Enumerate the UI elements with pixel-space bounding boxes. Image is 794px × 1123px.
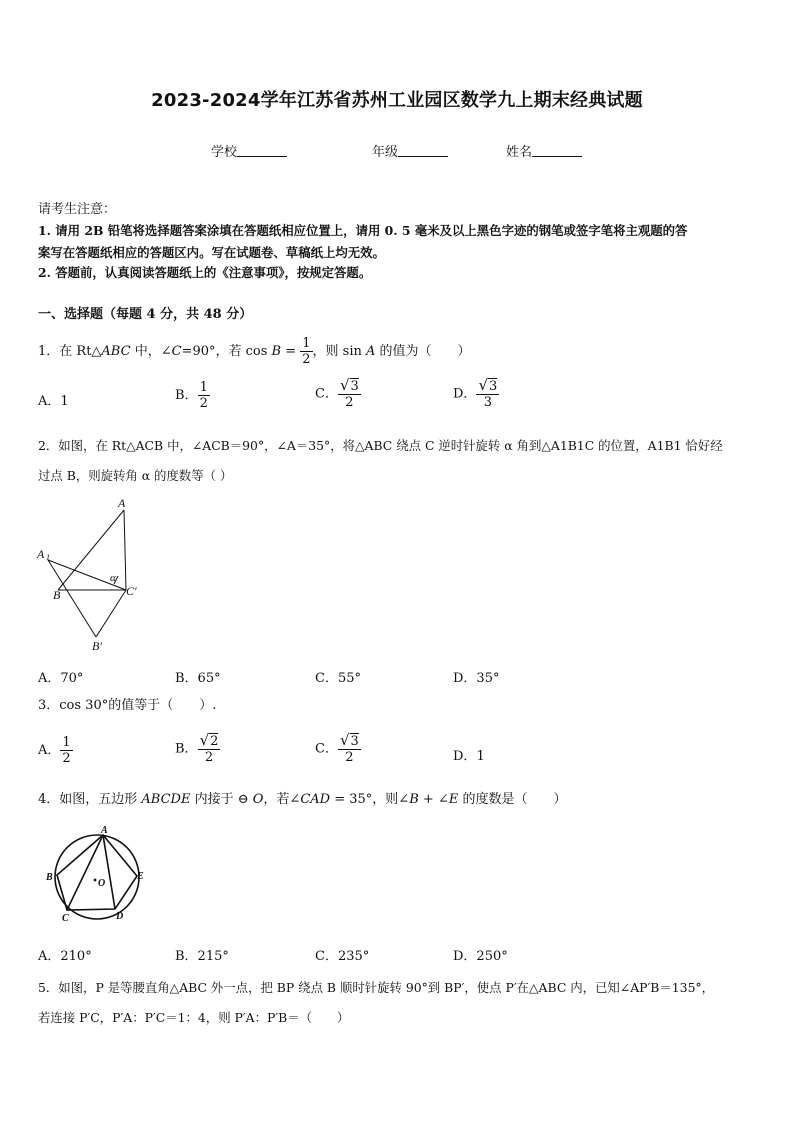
q2-label-A1: A: [37, 547, 45, 561]
q2-stem-line2: 过点 B，则旋转角 α 的度数等（ ）: [38, 468, 233, 483]
q4-line-AC: [67, 835, 106, 910]
q5-stem-line1: 5．如图，P 是等腰直角△ABC 外一点，把 BP 绕点 B 顺时针旋转 90°到 BP′，使点 P′在△ABC 内，已知∠AP′B＝135°，: [38, 980, 715, 995]
notice-line-1b: 案写在答题纸相应的答题区内。写在试题卷、草稿纸上均无效。: [38, 245, 385, 260]
school-blank[interactable]: [237, 144, 287, 157]
q2-option-d[interactable]: D．35°: [453, 671, 500, 686]
q3-option-c[interactable]: C． $\frac{√3}{2}$: [315, 731, 359, 765]
q2-label-Bprime: B′: [92, 639, 102, 653]
grade-blank[interactable]: [398, 144, 448, 157]
q4-label-B: B: [46, 872, 53, 883]
q2-option-b[interactable]: B．65°: [175, 671, 221, 686]
q2-option-c[interactable]: C．55°: [315, 671, 361, 686]
q4-label-D: D: [116, 911, 124, 922]
page-title: 2023-2024学年江苏省苏州工业园区数学九上期末经典试题: [151, 90, 643, 111]
q2-figure: [30, 492, 150, 654]
q4-center-dot: [94, 879, 97, 882]
name-label: 姓名: [506, 145, 533, 160]
q1-fraction: $\frac{1}{2}$: [302, 336, 311, 367]
q3-option-b[interactable]: B． $\frac{√2}{2}$: [175, 731, 219, 765]
q1-option-a[interactable]: A．1: [38, 394, 69, 409]
school-field: [211, 141, 287, 160]
q2-line-AC: [124, 510, 126, 590]
q2-line-B1C: [96, 590, 126, 637]
q4-option-c[interactable]: C．235°: [315, 949, 370, 964]
q1-option-b[interactable]: B． $\frac{1}{2}$: [175, 380, 208, 411]
q1-stem: 1．在 Rt△ABC 中，∠C=90°，若 cos B = $\frac{1}{2}$ ，则 sin A 的值为（ ）: [38, 336, 471, 367]
q4-label-A: A: [101, 825, 108, 836]
q4-option-d[interactable]: D．250°: [453, 949, 508, 964]
name-blank[interactable]: [532, 144, 582, 157]
grade-label: 年级: [372, 145, 399, 160]
q2-label-A: A: [118, 496, 126, 510]
q2-label-B: B: [53, 588, 61, 602]
q4-figure: [40, 822, 155, 924]
q2-label-alpha: α: [110, 572, 116, 584]
q2-label-A1-sub: 1: [46, 553, 50, 562]
section-heading: 一、选择题（每题 4 分，共 48 分）: [38, 307, 253, 322]
school-label: 学校: [211, 145, 238, 160]
notice-line-1a: 1. 请用 2B 铅笔将选择题答案涂填在答题纸相应位置上，请用 0. 5 毫米及以上黑色字迹的钢笔或签字笔将主观题的答: [38, 223, 688, 238]
q3-option-a[interactable]: A． $\frac{1}{2}$: [38, 735, 71, 766]
q1-option-d[interactable]: D． $\frac{√3}{3}$: [453, 376, 498, 410]
q2-stem-line1: 2．如图，在 Rt△ACB 中，∠ACB＝90°，∠A＝35°，将△ABC 绕点 C 逆时针旋转 α 角到△A1B1C 的位置，A1B1 恰好经: [38, 438, 723, 453]
q4-stem: 4．如图，五边形 ABCDE 内接于 ⊖ O，若∠CAD = 35°，则∠B + ∠E 的度数是（ ）: [38, 792, 567, 807]
q3-stem: 3．cos 30°的值等于（ ）.: [38, 698, 217, 713]
notice-heading: 请考生注意：: [38, 202, 117, 217]
q5-stem-line2: 若连接 P′C，P′A：P′C＝1：4，则 P′A：P′B＝（ ）: [38, 1010, 350, 1025]
notice-line-2: 2. 答题前，认真阅读答题纸上的《注意事项》，按规定答题。: [38, 265, 372, 280]
q2-label-C: C′: [126, 584, 137, 598]
q4-label-E: E: [137, 871, 144, 882]
q1-option-c[interactable]: C． $\frac{√3}{2}$: [315, 376, 359, 410]
grade-field: [372, 141, 448, 160]
q4-label-C: C: [62, 913, 69, 924]
q4-label-O: O: [98, 878, 106, 889]
q3-option-d[interactable]: D．1: [453, 749, 485, 764]
q4-option-a[interactable]: A．210°: [38, 949, 92, 964]
name-field: [506, 141, 582, 160]
q2-option-a[interactable]: A．70°: [38, 671, 84, 686]
q4-option-b[interactable]: B．215°: [175, 949, 229, 964]
